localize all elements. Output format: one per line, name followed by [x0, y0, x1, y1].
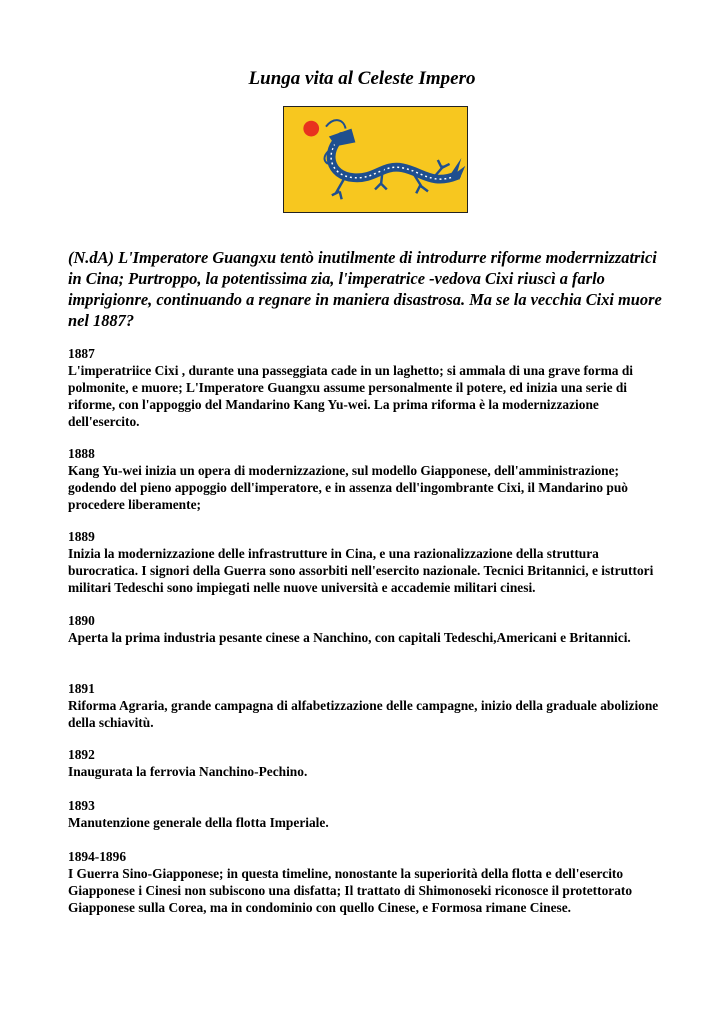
entry-text: Inizia la modernizzazione delle infrastrutture in Cina, e una razionalizzazione della struttura burocratica. I signori della Guerra sono assorbiti nell'esercito nazionale. Tecnici Britannici, e istruttori militari Tedeschi sono impiegati nelle nuove università e accademie militari cinesi. [68, 546, 654, 595]
entry-year: 1893 [68, 798, 95, 813]
entry-text: Kang Yu-wei inizia un opera di modernizzazione, sul modello Giapponese, dell'amministrazione; godendo del pieno appoggio dell'imperatore, e in assenza dell'ingombrante Cixi, il Mandarino può procedere liberamente; [68, 463, 628, 512]
entry-text: Inaugurata la ferrovia Nanchino-Pechino. [68, 764, 308, 779]
timeline-entry [68, 848, 668, 916]
entry-year: 1892 [68, 747, 95, 762]
timeline-entry [68, 445, 668, 513]
entry-year: 1890 [68, 613, 95, 628]
intro-paragraph: (N.dA) L'Imperatore Guangxu tentò inutilmente di introdurre riforme moderrnizzatrici in Cina; Purtroppo, la potentissima zia, l'imperatrice -vedova Cixi riuscì a farlo imprigionre, continuando a regnare in maniera disastrosa. Ma se la vecchia Cixi muore nel 1887? [68, 248, 662, 330]
timeline-entry [68, 680, 668, 731]
entry-text: I Guerra Sino-Giapponese; in questa timeline, nonostante la superiorità della flotta e dell'esercito Giapponese i Cinesi non subiscono una disfatta; Il trattato di Shimonoseki riconosce il protettorato Giapponese sulla Corea, ma in condominio con quello Cinese, e Formosa rimane Cinese. [68, 866, 633, 915]
timeline-entry [68, 345, 668, 430]
entry-year: 1887 [68, 346, 95, 361]
entry-year: 1889 [68, 529, 95, 544]
timeline-entry [68, 746, 668, 780]
entry-text: Riforma Agraria, grande campagna di alfabetizzazione delle campagne, inizio della graduale abolizione della schiavitù. [68, 698, 659, 730]
entry-year: 1888 [68, 446, 95, 461]
qing-dragon-flag-image [283, 106, 468, 213]
page-title: Lunga vita al Celeste Impero [248, 68, 476, 89]
dragon-flag-icon [284, 107, 467, 212]
timeline-entry [68, 612, 668, 646]
entry-year: 1894-1896 [68, 849, 127, 864]
entry-text: Manutenzione generale della flotta Imperiale. [68, 815, 329, 830]
timeline-entry [68, 797, 668, 831]
entry-text: Aperta la prima industria pesante cinese a Nanchino, con capitali Tedeschi,Americani e Britannici. [68, 630, 631, 645]
entry-text: L'imperatriice Cixi , durante una passeggiata cade in un laghetto; si ammala di una grave forma di polmonite, e muore; L'Imperatore Guangxu assume personalmente il potere, ed inizia una serie di riforme, con l'appoggio del Mandarino Kang Yu-wei. La prima riforma è la modernizzazione dell'esercito. [68, 363, 634, 429]
entry-year: 1891 [68, 681, 95, 696]
timeline-entry [68, 528, 668, 596]
